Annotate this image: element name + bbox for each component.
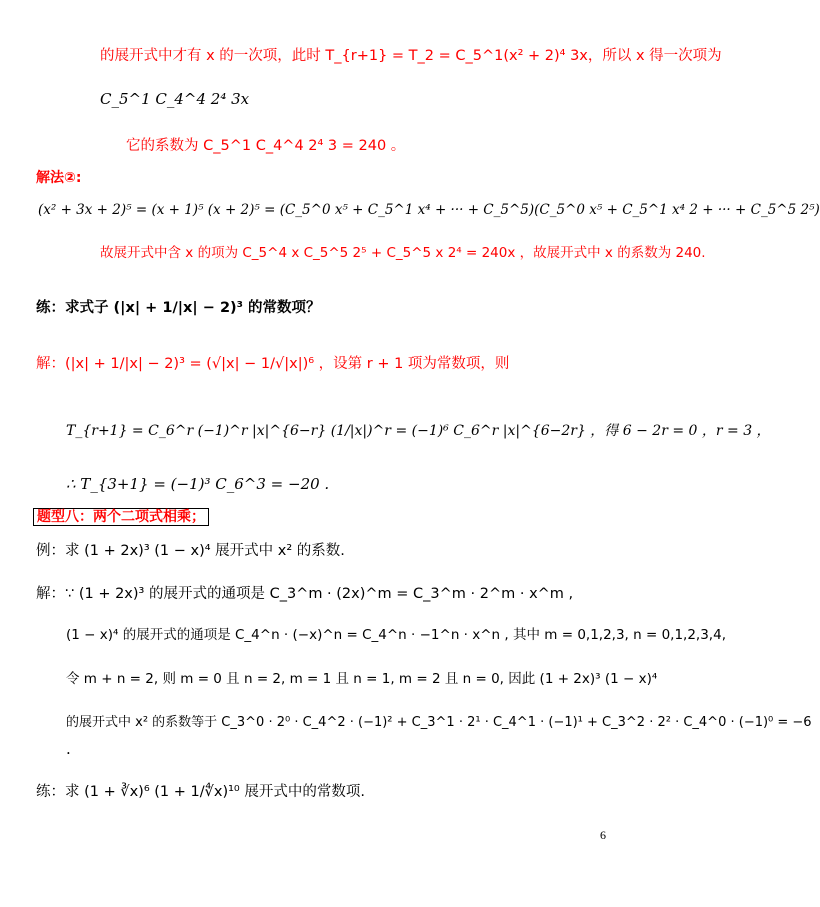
formula-line	[38, 199, 820, 221]
line-text: (x² + 3x + 2)⁵ = (x + 1)⁵ (x + 2)⁵ = (C_5^0 x⁵ + C_5^1 x⁴ + ··· + C_5^5)(C_5^0 x⁵ + C_5^1 x⁴ 2 + ··· + C_5^5 2⁵)	[38, 202, 820, 218]
text-line	[66, 668, 657, 690]
line-text: T_{r+1} = C_6^r (−1)^r |x|^{6−r} (1/|x|)^r = (−1)⁶ C_6^r |x|^{6−2r} ，得 6 − 2r = 0 ，r = 3 ，	[66, 423, 771, 439]
line-text: 的展开式中才有 x 的一次项，此时 T_{r+1} = T_2 = C_5^1(x² + 2)⁴ 3x，所以 x 得一次项为	[100, 48, 722, 64]
formula-line	[100, 88, 249, 110]
line-text: 解法②:	[36, 170, 82, 186]
example-line	[36, 539, 345, 562]
text-line	[66, 738, 71, 760]
page-number: 6	[600, 828, 606, 842]
text-line	[66, 712, 812, 734]
text-line	[100, 44, 722, 67]
line-text: 故展开式中含 x 的项为 C_5^4 x C_5^5 2⁵ + C_5^5 x 2⁴ = 240x ，故展开式中 x 的系数为 240.	[100, 245, 706, 261]
line-text: 例：求 (1 + 2x)³ (1 − x)⁴ 展开式中 x² 的系数.	[36, 543, 345, 559]
text-line	[126, 134, 405, 157]
line-text: 令 m + n = 2, 则 m = 0 且 n = 2, m = 1 且 n = 1, m = 2 且 n = 0, 因此 (1 + 2x)³ (1 − x)⁴	[66, 671, 658, 687]
practice-line	[36, 296, 321, 319]
line-text: 练：求 (1 + ∛x)⁶ (1 + 1/∜x)¹⁰ 展开式中的常数项.	[36, 784, 365, 800]
line-text: 它的系数为 C_5^1 C_4^4 2⁴ 3 = 240 。	[126, 138, 406, 154]
line-text: 解：∵ (1 + 2x)³ 的展开式的通项是 C_3^m · (2x)^m = C_3^m · 2^m · x^m ,	[36, 586, 574, 602]
solution-line	[36, 582, 573, 605]
line-text: C_5^1 C_4^4 2⁴ 3x	[100, 90, 250, 108]
line-text: 的展开式中 x² 的系数等于 C_3^0 · 2⁰ · C_4^2 · (−1)² + C_3^1 · 2¹ · C_4^1 · (−1)¹ + C_3^2 · 2² · C_4^0 · (−1)⁰ = −6	[66, 715, 812, 730]
practice-line	[36, 780, 365, 803]
text-line	[66, 624, 726, 646]
line-text: 解：(|x| + 1/|x| − 2)³ = (√|x| − 1/√|x|)⁶ ，设第 r + 1 项为常数项，则	[36, 356, 510, 372]
method-heading	[36, 167, 81, 189]
line-text: ∴ T_{3+1} = (−1)³ C_6^3 = −20 .	[66, 475, 330, 493]
line-text: 题型八：两个二项式相乘；	[33, 508, 209, 526]
formula-line	[66, 473, 329, 495]
line-text: (1 − x)⁴ 的展开式的通项是 C_4^n · (−x)^n = C_4^n · −1^n · x^n , 其中 m = 0,1,2,3, n = 0,1,2,3,4,	[66, 627, 726, 643]
solution-line	[36, 352, 509, 375]
line-text: .	[66, 740, 71, 758]
formula-line	[66, 420, 771, 442]
line-text: 练：求式子 (|x| + 1/|x| − 2)³ 的常数项？	[36, 300, 321, 316]
section-heading	[33, 506, 209, 528]
text-line	[100, 242, 706, 264]
